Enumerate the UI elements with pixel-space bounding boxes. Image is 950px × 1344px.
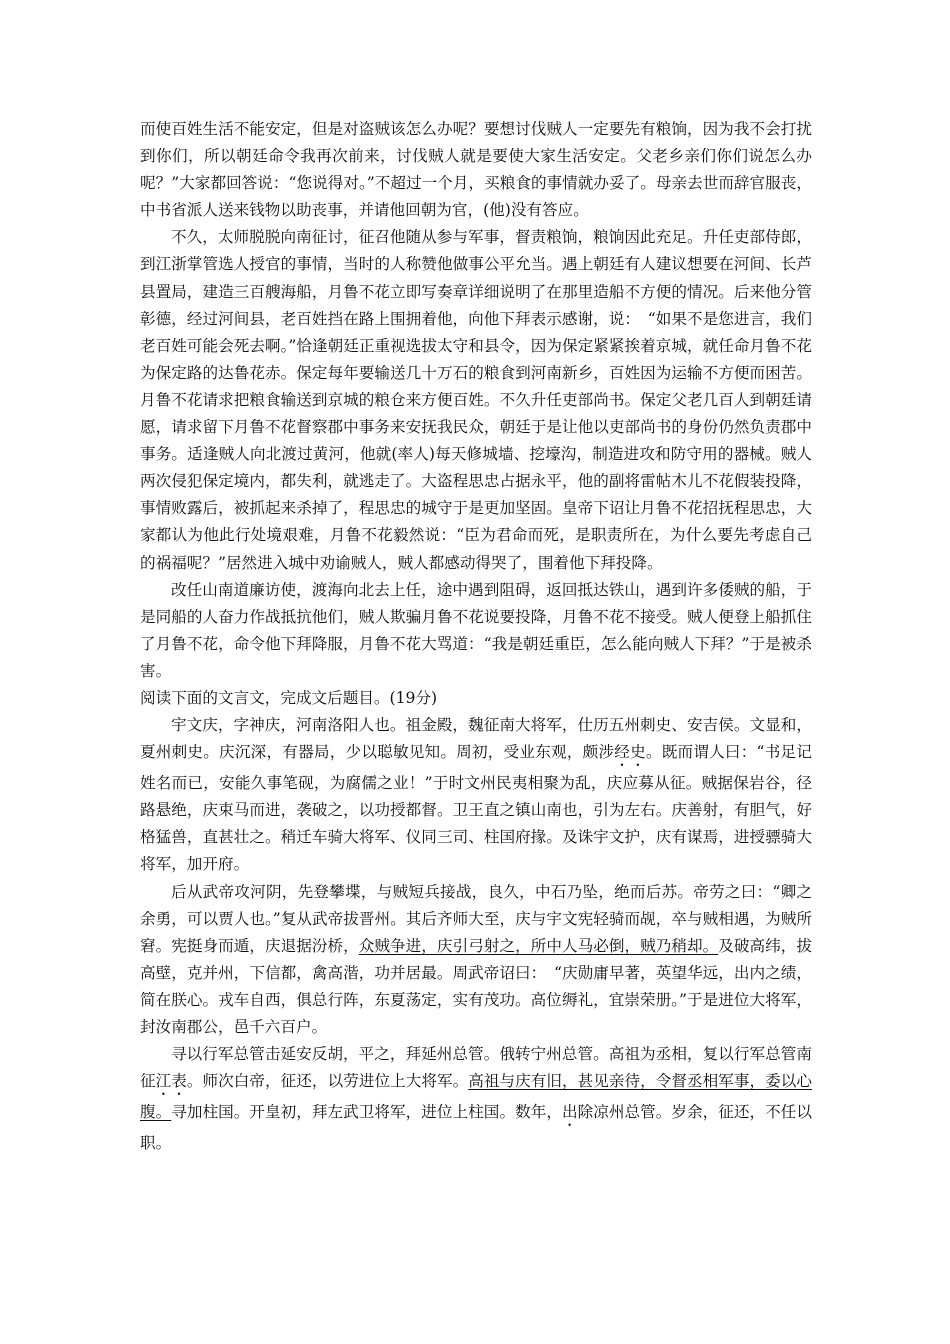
emphasized-word: 经 (614, 743, 631, 762)
translation-paragraph-1: 而使百姓生活不能安定，但是对盗贼该怎么办呢？要想讨伐贼人一定要先有粮饷，因为我不会打扰到你们，所以朝廷命令我再次前来，讨伐贼人就是要使大家生活安定。父老乡亲们你们说怎么办呢？”大家都回答说：“您说得对。”不超过一个月，买粮食的事情就办妥了。母亲去世而辞官服丧，中书省派人送来钱物以助丧事，并请他回朝为官，(他)没有答应。 (140, 120, 812, 220)
text-run: 除凉州总管。岁余，征还，不任以职。 (140, 1103, 812, 1153)
text-run: 及破高纬，拔高壁，克并州，下信都，禽高湝，功并居最。周武帝诏曰： “庆勋庸早著，英望华远，出内之绩，简在朕心。戎车自西，俱总行阵，东夏荡定，实有茂功。高位缛礼，宜崇荣册。”于是进位大将军，封汝南郡公，邑千六百户。 (140, 936, 812, 1036)
text-run: 寻加柱国。开皇初，拜左武卫将军，进位上柱国。数年， (171, 1103, 562, 1122)
translation-paragraph-2: 不久，太师脱脱向南征讨，征召他随从参与军事，督责粮饷，粮饷因此充足。升任吏部侍郎，到江浙掌管选人授官的事情，当时的人称赞他做事公平允当。遇上朝廷有人建议想要在河间、长芦县置局，建造三百艘海船，月鲁不花立即写奏章详细说明了在那里造船不方便的情况。后来他分管彰德，经过河间县，老百姓挡在路上围拥着他，向他下拜表示感谢，说： “如果不是您进言，我们老百姓可能会死去啊。”恰逢朝廷正重视选拔太守和县令，因为保定紧紧挨着京城，就任命月鲁不花为保定路的达鲁花赤。保定每年要输送几十万石的粮食到河南新乡，百姓因为运输不方便而困苦。月鲁不花请求把粮食输送到京城的粮仓来方便百姓。不久升任吏部尚书。保定父老几百人到朝廷请愿，请求留下月鲁不花督察郡中事务来安抚我民众，朝廷于是让他以吏部尚书的身份仍然负责郡中事务。适逢贼人向北渡过黄河，他就(率人)每天修城墙、挖壕沟，制造进攻和防守用的器械。贼人两次侵犯保定境内，都失利，就逃走了。大盗程思忠占据永平，他的副将雷帖木儿不花假装投降，事情败露后，被抓起来杀掉了，程思忠的城守于是更加坚固。皇帝下诏让月鲁不花招抚程思忠，大家都认为他此行处境艰难，月鲁不花毅然说：“臣为君命而死，是职责所在，为什么要先考虑自己的祸福呢？”居然进入城中劝谕贼人，贼人都感动得哭了，围着他下拜投降。 (140, 228, 812, 572)
question-instruction: 阅读下面的文言文，完成文后题目。(19分) (140, 688, 438, 707)
classical-paragraph-2 (140, 879, 812, 1042)
emphasized-word: 表 (171, 1072, 187, 1091)
text-run: 。既而谓人曰：“书足记姓名而已，安能久事笔砚，为腐儒之业！”于时文州民夷相聚为乱，庆应募从征。贼据保岩谷，径路悬绝，庆束马而进，袭破之，以功授都督。卫王直之镇山南也，引为左右。庆善射，有胆气，好格猛兽，直甚壮之。稍迁车骑大将军、仪同三司、柱国府掾。及诛宇文护，庆有谋焉，进授骠骑大将军，加开府。 (140, 743, 812, 874)
classical-paragraph-1 (140, 712, 812, 878)
underlined-sentence: 高祖与庆有旧，甚见亲待，令督丞相军事，委以心腹。 (140, 1072, 812, 1122)
text-run: 寻以行军总管击延安反胡，平之，拜延州总管。俄转宁州总管。高祖为丞相，复以行军总管南征 (140, 1045, 812, 1091)
translation-paragraph-3: 改任山南道廉访使，渡海向北去上任，途中遇到阻碍，返回抵达铁山，遇到许多倭贼的船，于是同船的人奋力作战抵抗他们，贼人欺骗月鲁不花说要投降，月鲁不花不接受。贼人便登上船抓住了月鲁不花，命令他下拜降服，月鲁不花大骂道：“我是朝廷重臣，怎么能向贼人下拜？”于是被杀害。 (140, 580, 812, 680)
underlined-sentence: 众贼争进，庆引弓射之，所中人马必倒，贼乃稍却。 (358, 936, 719, 955)
classical-paragraph-3 (140, 1041, 812, 1157)
document-body (140, 116, 812, 1157)
emphasized-word: 江 (155, 1072, 172, 1091)
text-run: 。师次白帝，征还，以劳进位上大将军。 (186, 1072, 469, 1091)
text-run: 后从武帝攻河阴，先登攀堞，与贼短兵接战，良久，中石乃坠，绝而后苏。帝劳之曰：“卿之余勇，可以贾人也。”复从武帝拔晋州。其后齐师大至，庆与宇文宪轻骑而觇，卒与贼相遇，为贼所窘。宪挺身而遁，庆退据汾桥， (140, 882, 812, 955)
text-run: 宇文庆，字神庆，河南洛阳人也。祖金殿，魏征南大将军，仕历五州刺史、安吉侯。文显和，夏州刺史。庆沉深，有器局，少以聪敏见知。周初，受业东观，颇涉 (140, 716, 812, 762)
emphasized-word: 史 (630, 743, 646, 762)
emphasized-word: 出 (561, 1103, 578, 1122)
